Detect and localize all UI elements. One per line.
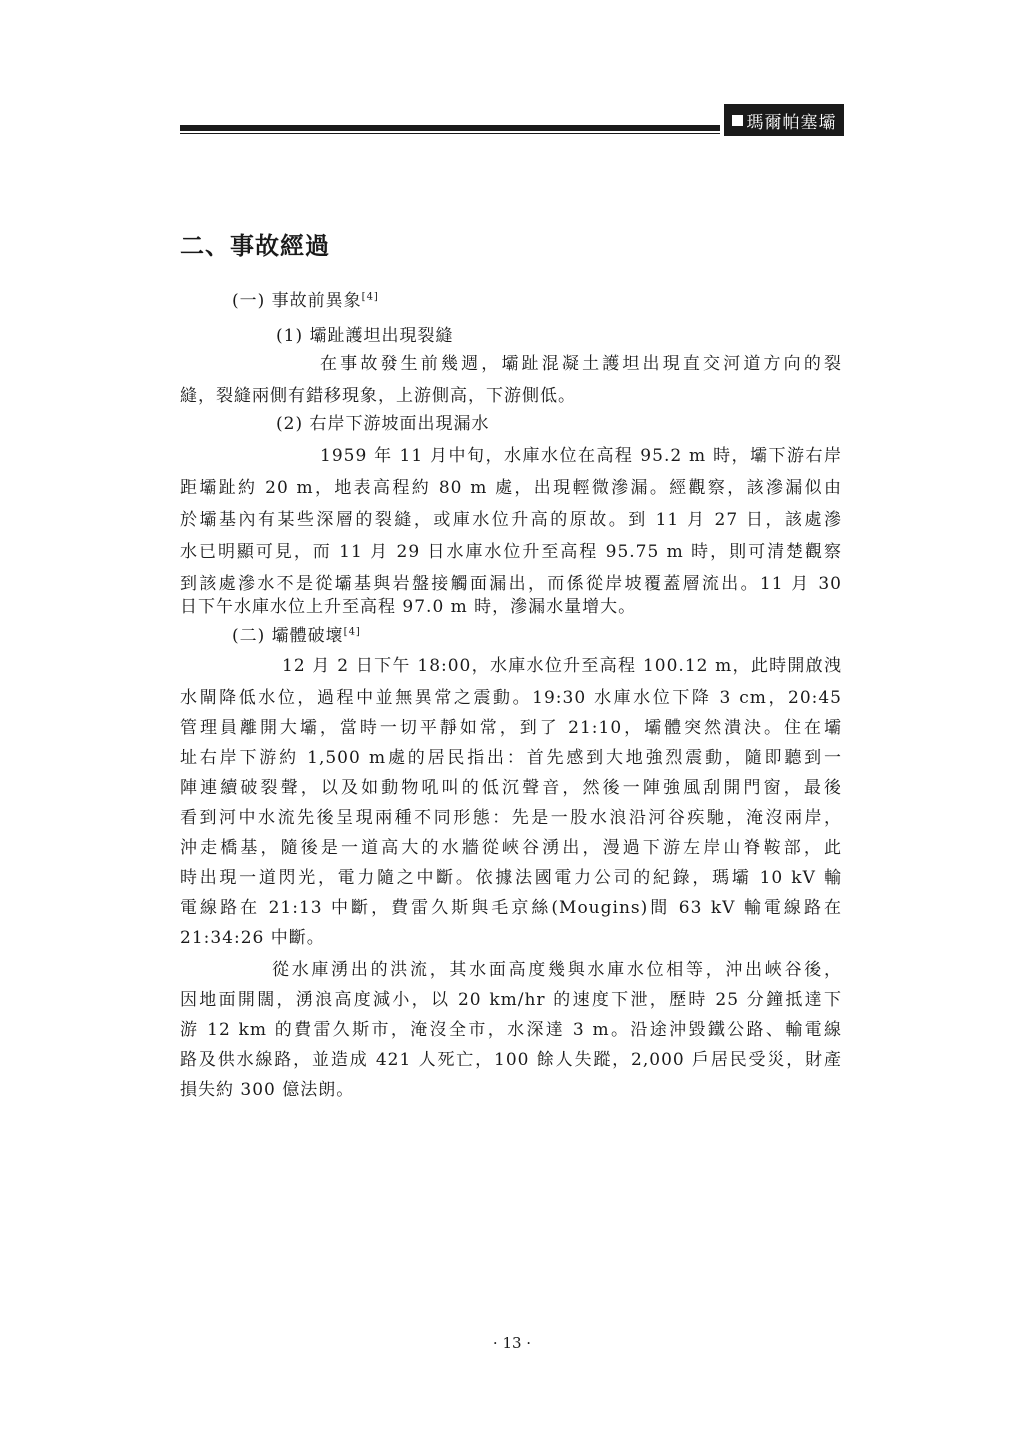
- sub2-p1-line-7: 沖走橋基，隨後是一道高大的水牆從峽谷湧出，漫過下游左岸山脊鞍部，此: [180, 838, 842, 858]
- item2-line-5: 到該處滲水不是從壩基與岩盤接觸面漏出，而係從岸坡覆蓋層流出。11 月 30: [180, 574, 842, 594]
- item2-heading: (2) 右岸下游坡面出現漏水: [276, 414, 490, 434]
- sub2-p2-line-3: 游 12 km 的費雷久斯市，淹沒全市，水深達 3 m。沿途沖毀鐵公路、輸電線: [180, 1020, 842, 1040]
- running-title: 瑪爾帕塞壩: [746, 112, 837, 133]
- square-bullet-icon: [732, 115, 743, 126]
- header-rule: [180, 125, 720, 131]
- sub2-p1-line-3: 管理員離開大壩，當時一切平靜如常，到了 21:10，壩體突然潰決。住在壩: [180, 718, 842, 738]
- section-title: 二、事故經過: [180, 232, 330, 260]
- sub2-p1-line-2: 水閘降低水位，過程中並無異常之震動。19:30 水庫水位下降 3 cm，20:45: [180, 688, 842, 708]
- item1-heading: (1) 壩趾護坦出現裂縫: [276, 326, 454, 346]
- item1-line-1: 在事故發生前幾週，壩趾混凝土護坦出現直交河道方向的裂: [320, 354, 842, 374]
- item2-line-1: 1959 年 11 月中旬，水庫水位在高程 95.2 m 時，壩下游右岸: [320, 446, 842, 466]
- sub2-p2-line-4: 路及供水線路，並造成 421 人死亡，100 餘人失蹤，2,000 戶居民受災，財產: [180, 1050, 842, 1070]
- sub2-heading: (二) 壩體破壞[4]: [232, 626, 361, 646]
- page-number: · 13 ·: [492, 1334, 532, 1352]
- running-title-tab: [724, 104, 844, 136]
- sub2-p1-line-4: 址右岸下游約 1,500 m處的居民指出：首先感到大地強烈震動，隨即聽到一: [180, 748, 842, 768]
- sub2-p1-line-10: 21:34:26 中斷。: [180, 928, 325, 948]
- sub2-p1-line-1: 12 月 2 日下午 18:00，水庫水位升至高程 100.12 m，此時開啟洩: [282, 656, 842, 676]
- sub2-p1-line-8: 時出現一道閃光，電力隨之中斷。依據法國電力公司的紀錄，瑪壩 10 kV 輸: [180, 868, 842, 888]
- sub1-ref: [4]: [361, 291, 379, 303]
- sub1-heading: (一) 事故前異象[4]: [232, 291, 379, 311]
- sub2-p2-line-1: 從水庫湧出的洪流，其水面高度幾與水庫水位相等，沖出峽谷後，: [272, 960, 842, 980]
- sub2-p1-line-6: 看到河中水流先後呈現兩種不同形態：先是一股水浪沿河谷疾馳，淹沒兩岸，: [180, 808, 842, 828]
- item2-line-6: 日下午水庫水位上升至高程 97.0 m 時，滲漏水量增大。: [180, 597, 637, 617]
- sub2-p1-line-5: 陣連續破裂聲，以及如動物吼叫的低沉聲音，然後一陣強風刮開門窗，最後: [180, 778, 842, 798]
- header-rule-thin: [180, 133, 720, 134]
- item2-line-3: 於壩基內有某些深層的裂縫，或庫水位升高的原故。到 11 月 27 日，該處滲: [180, 510, 842, 530]
- sub2-ref: [4]: [343, 626, 361, 638]
- sub2-p2-line-5: 損失約 300 億法朗。: [180, 1080, 355, 1100]
- item2-line-4: 水已明顯可見，而 11 月 29 日水庫水位升至高程 95.75 m 時，則可清楚觀察: [180, 542, 842, 562]
- item2-line-2: 距壩趾約 20 m，地表高程約 80 m 處，出現輕微滲漏。經觀察，該滲漏似由: [180, 478, 842, 498]
- sub2-p1-line-9: 電線路在 21:13 中斷，費雷久斯與毛京絲(Mougins)間 63 kV 輸電線路在: [180, 898, 842, 918]
- sub2-p2-line-2: 因地面開闊，湧浪高度減小，以 20 km/hr 的速度下泄，歷時 25 分鐘抵達下: [180, 990, 842, 1010]
- item1-line-2: 縫，裂縫兩側有錯移現象，上游側高，下游側低。: [180, 386, 576, 406]
